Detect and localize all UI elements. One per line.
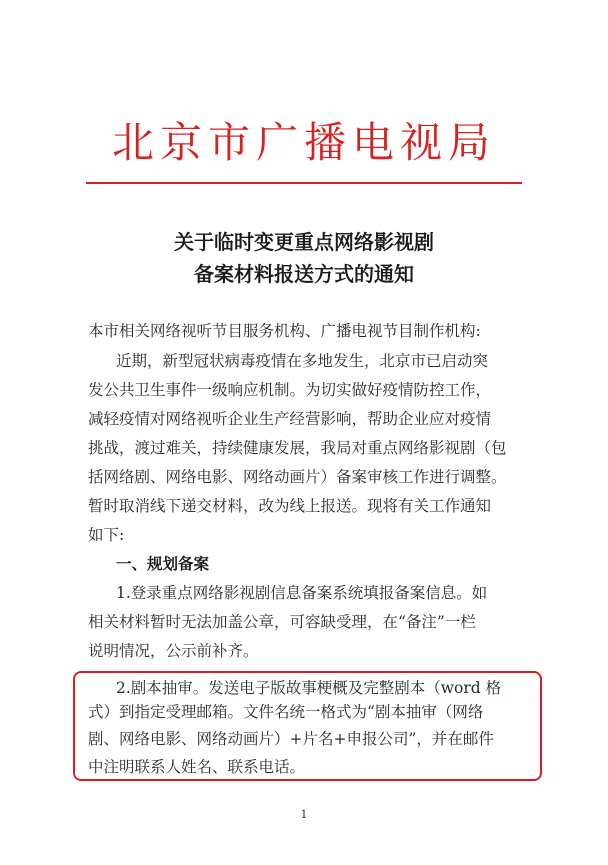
paragraph-line: 如下: — [88, 526, 125, 544]
section-heading: 一、规划备案 — [116, 555, 210, 573]
paragraph-line: 括网络剧、网络电影、网络动画片）备案审核工作进行调整。 — [88, 468, 507, 486]
notice-title-line-2: 备案材料报送方式的通知 — [194, 262, 414, 286]
notice-title-line-1: 关于临时变更重点网络影视剧 — [174, 230, 434, 254]
item-line: 说明情况，公示前补齐。 — [88, 642, 259, 660]
item-line: 相关材料暂时无法加盖公章，可容缺受理，在“备注”一栏 — [88, 613, 476, 631]
paragraph-line: 发公共卫生事件一级响应机制。为切实做好疫情防控工作， — [88, 381, 492, 399]
issuer-masthead: 北京市广播电视局 — [111, 118, 496, 167]
masthead-divider — [86, 182, 522, 184]
salutation: 本市相关网络视听节目服务机构、广播电视节目制作机构: — [88, 322, 481, 340]
item-line: 剧、网络电影、网络动画片）+片名+申报公司”，并在邮件 — [88, 730, 494, 748]
item-line: 1.登录重点网络影视剧信息备案系统填报备案信息。如 — [116, 584, 488, 602]
page-number: 1 — [300, 808, 308, 821]
paragraph-line: 减轻疫情对网络视听企业生产经营影响，帮助企业应对疫情 — [88, 410, 492, 428]
item-line: 式）到指定受理邮箱。文件名统一格式为“剧本抽审（网络 — [88, 703, 484, 721]
item-line: 中注明联系人姓名、联系电话。 — [88, 758, 306, 776]
paragraph-line: 暂时取消线下递交材料，改为线上报送。现将有关工作通知 — [88, 497, 492, 515]
item-line: 2.剧本抽审。发送电子版故事梗概及完整剧本（word 格 — [116, 679, 502, 697]
paragraph-line: 挑战，渡过难关，持续健康发展，我局对重点网络影视剧（包 — [88, 439, 507, 457]
paragraph-line: 近期，新型冠状病毒疫情在多地发生，北京市已启动突 — [116, 352, 489, 370]
